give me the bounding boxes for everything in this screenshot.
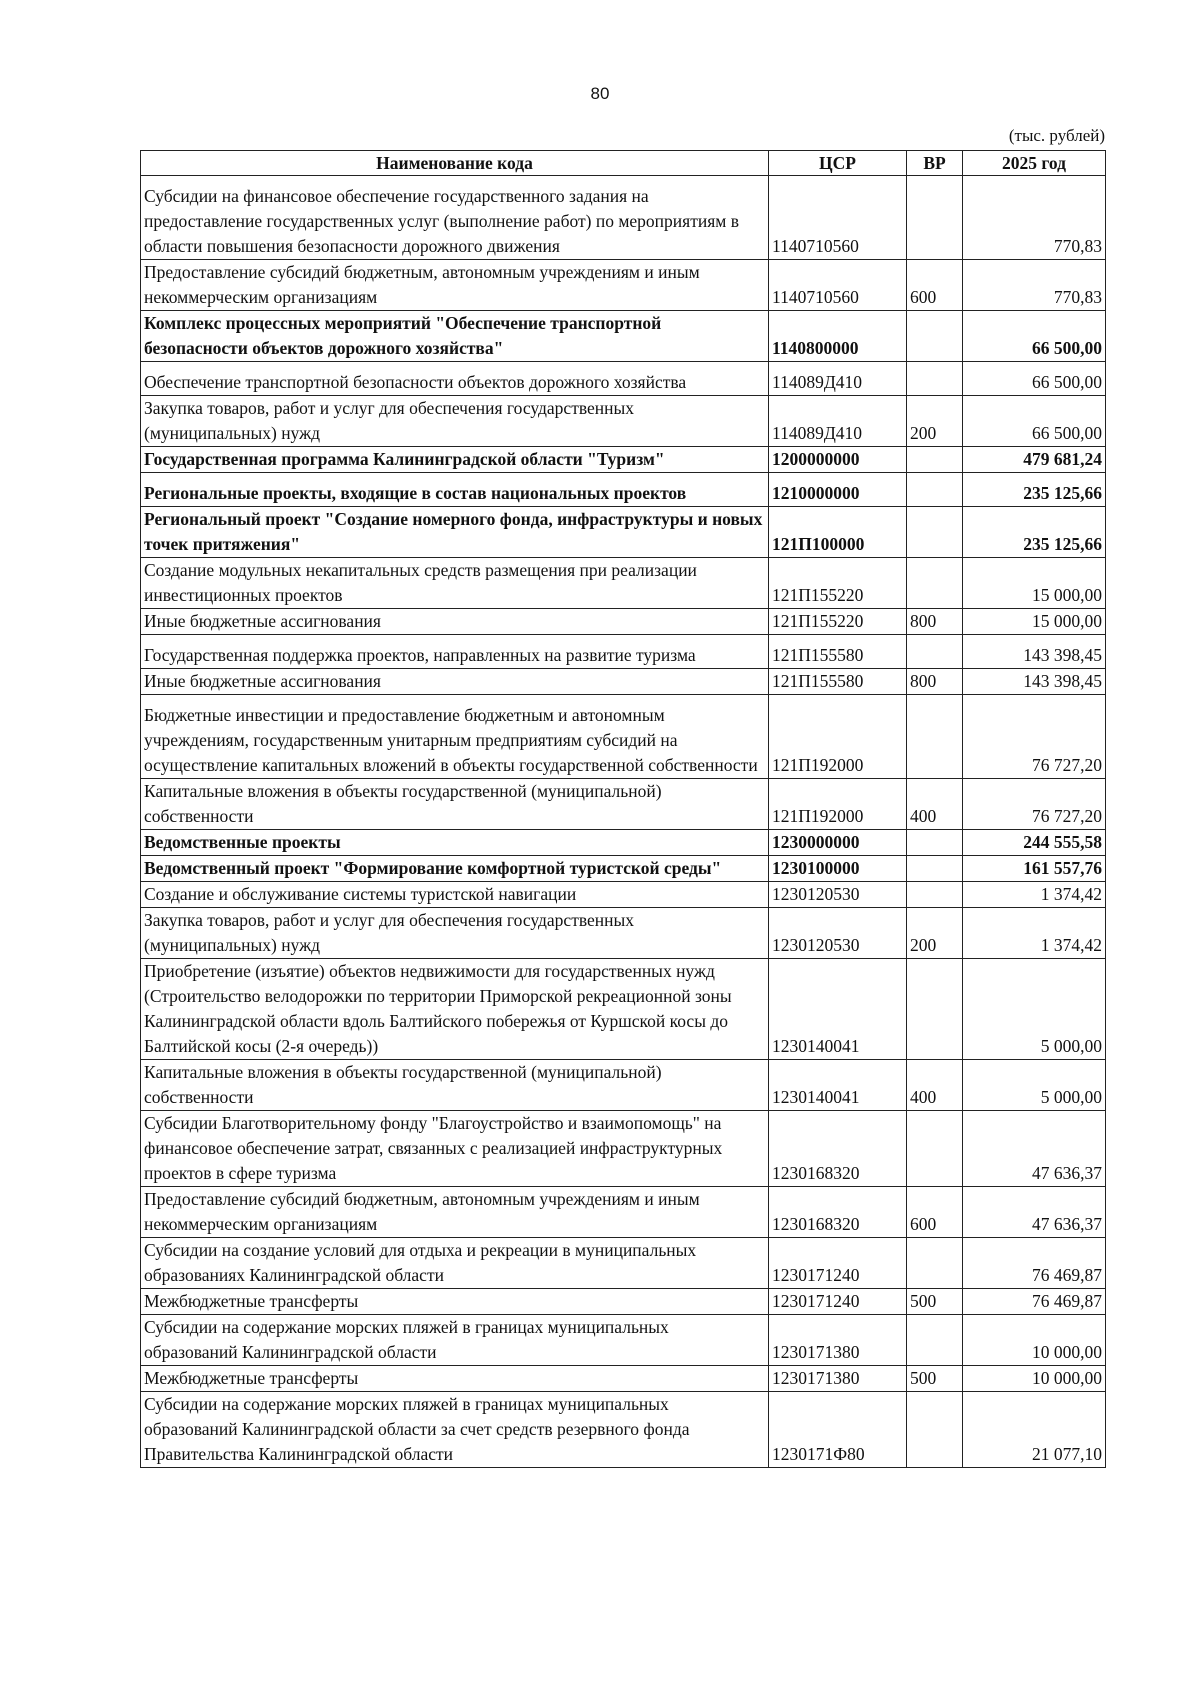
table-row — [141, 830, 1106, 856]
vr-cell: 800 — [907, 669, 963, 695]
table-row — [141, 908, 1106, 959]
table-row — [141, 558, 1106, 609]
table-row — [141, 779, 1106, 830]
vr-cell — [907, 856, 963, 882]
csr-cell: 114089Д410 — [769, 396, 907, 447]
csr-cell: 1140710560 — [769, 260, 907, 311]
name-cell: Закупка товаров, работ и услуг для обеспечения государственных (муниципальных) нужд — [141, 396, 769, 447]
name-cell: Обеспечение транспортной безопасности объектов дорожного хозяйства — [141, 362, 769, 396]
csr-cell: 1230000000 — [769, 830, 907, 856]
amount-cell: 235 125,66 — [963, 473, 1106, 507]
table-row — [141, 1187, 1106, 1238]
header-year: 2025 год — [963, 151, 1106, 176]
name-cell: Бюджетные инвестиции и предоставление бюджетным и автономным учреждениям, государственным унитарным предприятиям субсидий на осуществление капитальных вложений в объекты государственной собственности — [141, 695, 769, 779]
amount-cell: 15 000,00 — [963, 609, 1106, 635]
csr-cell: 1140800000 — [769, 311, 907, 362]
units-label: (тыс. рублей) — [1008, 126, 1105, 145]
amount-cell: 1 374,42 — [963, 908, 1106, 959]
name-cell: Межбюджетные трансферты — [141, 1366, 769, 1392]
table-header-row — [141, 151, 1106, 176]
name-cell: Предоставление субсидий бюджетным, автономным учреждениям и иным некоммерческим организациям — [141, 260, 769, 311]
amount-cell: 76 469,87 — [963, 1238, 1106, 1289]
vr-cell — [907, 695, 963, 779]
csr-cell: 121П155220 — [769, 609, 907, 635]
amount-cell: 770,83 — [963, 260, 1106, 311]
amount-cell: 1 374,42 — [963, 882, 1106, 908]
amount-cell: 21 077,10 — [963, 1392, 1106, 1468]
vr-cell — [907, 1238, 963, 1289]
amount-cell: 66 500,00 — [963, 311, 1106, 362]
amount-cell: 66 500,00 — [963, 362, 1106, 396]
table-row — [141, 959, 1106, 1060]
vr-cell — [907, 882, 963, 908]
vr-cell — [907, 176, 963, 260]
vr-cell: 600 — [907, 260, 963, 311]
amount-cell: 161 557,76 — [963, 856, 1106, 882]
name-cell: Закупка товаров, работ и услуг для обеспечения государственных (муниципальных) нужд — [141, 908, 769, 959]
name-cell: Иные бюджетные ассигнования — [141, 669, 769, 695]
amount-cell: 244 555,58 — [963, 830, 1106, 856]
name-cell: Государственная поддержка проектов, направленных на развитие туризма — [141, 635, 769, 669]
vr-cell — [907, 1315, 963, 1366]
name-cell: Государственная программа Калининградской области "Туризм" — [141, 447, 769, 473]
vr-cell: 200 — [907, 908, 963, 959]
table-row — [141, 882, 1106, 908]
csr-cell: 121П192000 — [769, 695, 907, 779]
csr-cell: 1230120530 — [769, 882, 907, 908]
csr-cell: 1230171380 — [769, 1315, 907, 1366]
csr-cell: 1140710560 — [769, 176, 907, 260]
header-vr: ВР — [907, 151, 963, 176]
vr-cell — [907, 311, 963, 362]
vr-cell: 400 — [907, 1060, 963, 1111]
name-cell: Региональные проекты, входящие в состав национальных проектов — [141, 473, 769, 507]
vr-cell — [907, 1392, 963, 1468]
amount-cell: 76 469,87 — [963, 1289, 1106, 1315]
name-cell: Комплекс процессных мероприятий "Обеспечение транспортной безопасности объектов дорожного хозяйства" — [141, 311, 769, 362]
csr-cell: 1230140041 — [769, 1060, 907, 1111]
name-cell: Межбюджетные трансферты — [141, 1289, 769, 1315]
header-name: Наименование кода — [141, 151, 769, 176]
csr-cell: 1230171240 — [769, 1289, 907, 1315]
amount-cell: 76 727,20 — [963, 695, 1106, 779]
vr-cell — [907, 558, 963, 609]
csr-cell: 121П100000 — [769, 507, 907, 558]
name-cell: Субсидии на финансовое обеспечение государственного задания на предоставление государственных услуг (выполнение работ) по мероприятиям в области повышения безопасности дорожного движения — [141, 176, 769, 260]
table-row — [141, 635, 1106, 669]
name-cell: Субсидии Благотворительному фонду "Благоустройство и взаимопомощь" на финансовое обеспечение затрат, связанных с реализацией инфраструктурных проектов в сфере туризма — [141, 1111, 769, 1187]
table-row — [141, 669, 1106, 695]
table-row — [141, 176, 1106, 260]
vr-cell: 500 — [907, 1289, 963, 1315]
name-cell: Региональный проект "Создание номерного фонда, инфраструктуры и новых точек притяжения" — [141, 507, 769, 558]
csr-cell: 1230168320 — [769, 1187, 907, 1238]
amount-cell: 76 727,20 — [963, 779, 1106, 830]
name-cell: Капитальные вложения в объекты государственной (муниципальной) собственности — [141, 779, 769, 830]
table-row — [141, 1315, 1106, 1366]
table-row — [141, 396, 1106, 447]
amount-cell: 235 125,66 — [963, 507, 1106, 558]
budget-table — [140, 150, 1106, 1468]
amount-cell: 15 000,00 — [963, 558, 1106, 609]
table-row — [141, 1392, 1106, 1468]
vr-cell: 500 — [907, 1366, 963, 1392]
amount-cell: 143 398,45 — [963, 635, 1106, 669]
amount-cell: 143 398,45 — [963, 669, 1106, 695]
name-cell: Субсидии на содержание морских пляжей в границах муниципальных образований Калининградской области — [141, 1315, 769, 1366]
csr-cell: 1230171Ф80 — [769, 1392, 907, 1468]
csr-cell: 1230168320 — [769, 1111, 907, 1187]
name-cell: Иные бюджетные ассигнования — [141, 609, 769, 635]
vr-cell: 200 — [907, 396, 963, 447]
csr-cell: 1230171380 — [769, 1366, 907, 1392]
table-row — [141, 507, 1106, 558]
amount-cell: 770,83 — [963, 176, 1106, 260]
header-csr: ЦСР — [769, 151, 907, 176]
name-cell: Ведомственный проект "Формирование комфортной туристской среды" — [141, 856, 769, 882]
vr-cell — [907, 635, 963, 669]
csr-cell: 121П155220 — [769, 558, 907, 609]
table-row — [141, 1111, 1106, 1187]
vr-cell — [907, 447, 963, 473]
csr-cell: 121П155580 — [769, 635, 907, 669]
table-row — [141, 362, 1106, 396]
name-cell: Приобретение (изъятие) объектов недвижимости для государственных нужд (Строительство велодорожки по территории Приморской рекреационной зоны Калининградской области вдоль Балтийского побережья от Куршской косы до Балтийской косы (2-я очередь)) — [141, 959, 769, 1060]
table-row — [141, 1060, 1106, 1111]
name-cell: Ведомственные проекты — [141, 830, 769, 856]
vr-cell — [907, 507, 963, 558]
table-row — [141, 1289, 1106, 1315]
amount-cell: 479 681,24 — [963, 447, 1106, 473]
csr-cell: 121П192000 — [769, 779, 907, 830]
csr-cell: 1230120530 — [769, 908, 907, 959]
table-row — [141, 609, 1106, 635]
name-cell: Создание и обслуживание системы туристской навигации — [141, 882, 769, 908]
amount-cell: 10 000,00 — [963, 1366, 1106, 1392]
amount-cell: 47 636,37 — [963, 1187, 1106, 1238]
vr-cell: 400 — [907, 779, 963, 830]
csr-cell: 1230171240 — [769, 1238, 907, 1289]
amount-cell: 5 000,00 — [963, 959, 1106, 1060]
name-cell: Субсидии на создание условий для отдыха и рекреации в муниципальных образованиях Калининградской области — [141, 1238, 769, 1289]
vr-cell — [907, 959, 963, 1060]
table-row — [141, 1366, 1106, 1392]
csr-cell: 1200000000 — [769, 447, 907, 473]
vr-cell — [907, 362, 963, 396]
vr-cell: 800 — [907, 609, 963, 635]
table-row — [141, 1238, 1106, 1289]
vr-cell — [907, 830, 963, 856]
amount-cell: 10 000,00 — [963, 1315, 1106, 1366]
csr-cell: 114089Д410 — [769, 362, 907, 396]
amount-cell: 66 500,00 — [963, 396, 1106, 447]
csr-cell: 1230100000 — [769, 856, 907, 882]
csr-cell: 1230140041 — [769, 959, 907, 1060]
amount-cell: 47 636,37 — [963, 1111, 1106, 1187]
page-number: 80 — [590, 84, 610, 103]
vr-cell — [907, 1111, 963, 1187]
table-body — [141, 176, 1106, 1468]
name-cell: Субсидии на содержание морских пляжей в границах муниципальных образований Калининградской области за счет средств резервного фонда Правительства Калининградской области — [141, 1392, 769, 1468]
table-row — [141, 856, 1106, 882]
name-cell: Предоставление субсидий бюджетным, автономным учреждениям и иным некоммерческим организациям — [141, 1187, 769, 1238]
name-cell: Капитальные вложения в объекты государственной (муниципальной) собственности — [141, 1060, 769, 1111]
table-row — [141, 447, 1106, 473]
table-row — [141, 473, 1106, 507]
csr-cell: 1210000000 — [769, 473, 907, 507]
amount-cell: 5 000,00 — [963, 1060, 1106, 1111]
table-row — [141, 311, 1106, 362]
csr-cell: 121П155580 — [769, 669, 907, 695]
vr-cell — [907, 473, 963, 507]
vr-cell: 600 — [907, 1187, 963, 1238]
name-cell: Создание модульных некапитальных средств размещения при реализации инвестиционных проектов — [141, 558, 769, 609]
table-row — [141, 695, 1106, 779]
table-row — [141, 260, 1106, 311]
